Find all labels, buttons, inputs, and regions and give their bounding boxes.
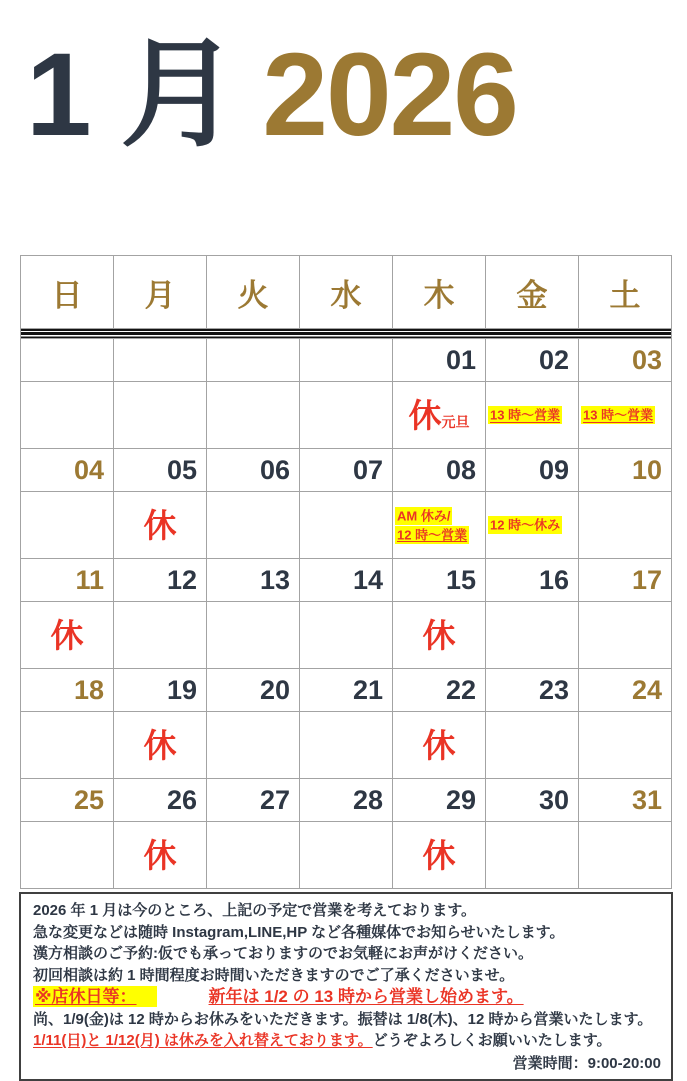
date-cell: 03 xyxy=(579,339,672,382)
page-title xyxy=(0,0,687,189)
date-cell: 31 xyxy=(579,779,672,822)
note-cell xyxy=(21,382,114,449)
date-cell: 27 xyxy=(207,779,300,822)
footer-line xyxy=(33,965,661,987)
week-1-note-row xyxy=(21,382,672,449)
week-4-date-row xyxy=(21,669,672,712)
note-cell xyxy=(21,712,114,779)
closed-mark: 休 xyxy=(422,836,456,874)
date-cell: 02 xyxy=(486,339,579,382)
date-cell: 25 xyxy=(21,779,114,822)
note-cell xyxy=(21,492,114,559)
note-cell xyxy=(579,602,672,669)
date-cell: 08 xyxy=(393,449,486,492)
closed-mark: 休 xyxy=(422,616,456,654)
date-cell: 21 xyxy=(300,669,393,712)
note-cell xyxy=(114,492,207,559)
date-cell: 15 xyxy=(393,559,486,602)
date-cell xyxy=(21,339,114,382)
date-cell: 04 xyxy=(21,449,114,492)
note-cell xyxy=(579,382,672,449)
footer-text: 2026 年 1 月は今のところ、上記の予定で営業を考えております。 xyxy=(33,902,477,919)
hours-note: 12 時〜営業 xyxy=(397,527,468,542)
note-cell xyxy=(300,492,393,559)
note-cell xyxy=(579,822,672,889)
title-month: 1 月 xyxy=(26,29,237,161)
date-cell: 26 xyxy=(114,779,207,822)
weekday-thursday: 木 xyxy=(393,256,486,329)
date-cell: 10 xyxy=(579,449,672,492)
closed-mark: 休 xyxy=(143,726,177,764)
week-4-note-row xyxy=(21,712,672,779)
note-cell xyxy=(393,712,486,779)
header-divider-row xyxy=(21,329,672,339)
note-cell xyxy=(300,712,393,779)
date-cell: 24 xyxy=(579,669,672,712)
week-3-date-row xyxy=(21,559,672,602)
footer-text: 尚、1/9(金)は 12 時からお休みをいただきます。振替は 1/8(木)、12 時から営業いたします。 xyxy=(33,1010,653,1028)
date-cell: 11 xyxy=(21,559,114,602)
date-cell: 07 xyxy=(300,449,393,492)
footer-line xyxy=(33,922,661,944)
closed-mark: 休 xyxy=(143,506,177,544)
footer-line xyxy=(33,943,661,965)
weekday-friday: 金 xyxy=(486,256,579,329)
weekday-saturday: 土 xyxy=(579,256,672,329)
weekday-sunday: 日 xyxy=(21,256,114,329)
hours-note: 13 時〜営業 xyxy=(490,407,561,423)
date-cell: 17 xyxy=(579,559,672,602)
hours-note: AM 休み/ xyxy=(397,508,451,523)
footer-notes-box xyxy=(19,892,673,1081)
note-cell xyxy=(21,822,114,889)
note-cell xyxy=(207,492,300,559)
date-cell: 06 xyxy=(207,449,300,492)
closed-mark: 休 xyxy=(50,616,84,654)
closed-mark: 休 xyxy=(143,836,177,874)
date-cell: 12 xyxy=(114,559,207,602)
footer-line xyxy=(33,1030,661,1052)
date-cell: 30 xyxy=(486,779,579,822)
note-cell xyxy=(114,382,207,449)
note-cell xyxy=(21,602,114,669)
note-cell xyxy=(579,492,672,559)
weekday-wednesday: 水 xyxy=(300,256,393,329)
business-hours: 営業時間：9:00-20:00 xyxy=(512,1054,661,1072)
note-cell xyxy=(300,382,393,449)
calendar-table xyxy=(20,255,672,889)
footer-text: 急な変更などは随時 Instagram,LINE,HP など各種媒体でお知らせいたします。 xyxy=(33,923,565,941)
note-cell xyxy=(207,822,300,889)
closed-mark: 休 xyxy=(408,396,442,434)
footer-text: ※店休日等： xyxy=(33,986,157,1007)
date-cell: 23 xyxy=(486,669,579,712)
note-cell xyxy=(393,492,486,559)
footer-text: 新年は 1/2 の 13 時から営業し始めます。 xyxy=(208,987,524,1006)
closed-mark: 休 xyxy=(422,726,456,764)
week-5-date-row xyxy=(21,779,672,822)
note-cell xyxy=(114,602,207,669)
note-cell xyxy=(486,712,579,779)
date-cell: 09 xyxy=(486,449,579,492)
footer-line xyxy=(33,900,661,922)
note-cell xyxy=(486,822,579,889)
date-cell: 18 xyxy=(21,669,114,712)
header-divider xyxy=(21,329,671,338)
note-cell xyxy=(486,602,579,669)
note-cell xyxy=(486,492,579,559)
note-cell xyxy=(207,382,300,449)
note-cell xyxy=(114,822,207,889)
date-cell: 05 xyxy=(114,449,207,492)
weekday-header-row xyxy=(21,256,672,329)
week-5-note-row xyxy=(21,822,672,889)
date-cell: 29 xyxy=(393,779,486,822)
title-year: 2026 xyxy=(262,29,517,161)
hours-note: 13 時〜営業 xyxy=(583,407,654,423)
week-1-date-row xyxy=(21,339,672,382)
date-cell: 16 xyxy=(486,559,579,602)
note-cell xyxy=(393,602,486,669)
note-cell xyxy=(207,602,300,669)
date-cell: 01 xyxy=(393,339,486,382)
footer-text: 漢方相談のご予約:仮でも承っておりますのでお気軽にお声がけください。 xyxy=(33,945,533,962)
note-cell xyxy=(114,712,207,779)
date-cell: 22 xyxy=(393,669,486,712)
date-cell: 13 xyxy=(207,559,300,602)
footer-line xyxy=(33,986,661,1009)
date-cell: 19 xyxy=(114,669,207,712)
date-cell xyxy=(207,339,300,382)
weekday-monday: 月 xyxy=(114,256,207,329)
note-cell xyxy=(300,602,393,669)
note-cell xyxy=(300,822,393,889)
note-cell xyxy=(486,382,579,449)
date-cell: 20 xyxy=(207,669,300,712)
closed-mark-label: 元旦 xyxy=(441,413,470,430)
date-cell xyxy=(300,339,393,382)
note-cell xyxy=(207,712,300,779)
date-cell: 14 xyxy=(300,559,393,602)
week-3-note-row xyxy=(21,602,672,669)
week-2-date-row xyxy=(21,449,672,492)
footer-text: 初回相談は約 1 時間程度お時間いただきますのでご了承くださいませ。 xyxy=(33,966,515,984)
weekday-tuesday: 火 xyxy=(207,256,300,329)
footer-line xyxy=(33,1009,661,1031)
date-cell xyxy=(114,339,207,382)
note-cell xyxy=(393,822,486,889)
footer-text: 1/11(日)と 1/12(月) は休みを入れ替えております。 xyxy=(33,1032,373,1049)
note-cell xyxy=(393,382,486,449)
note-cell xyxy=(579,712,672,779)
footer-text: どうぞよろしくお願いいたします。 xyxy=(372,1032,612,1049)
week-2-note-row xyxy=(21,492,672,559)
hours-note: 12 時〜休み xyxy=(490,517,561,533)
date-cell: 28 xyxy=(300,779,393,822)
